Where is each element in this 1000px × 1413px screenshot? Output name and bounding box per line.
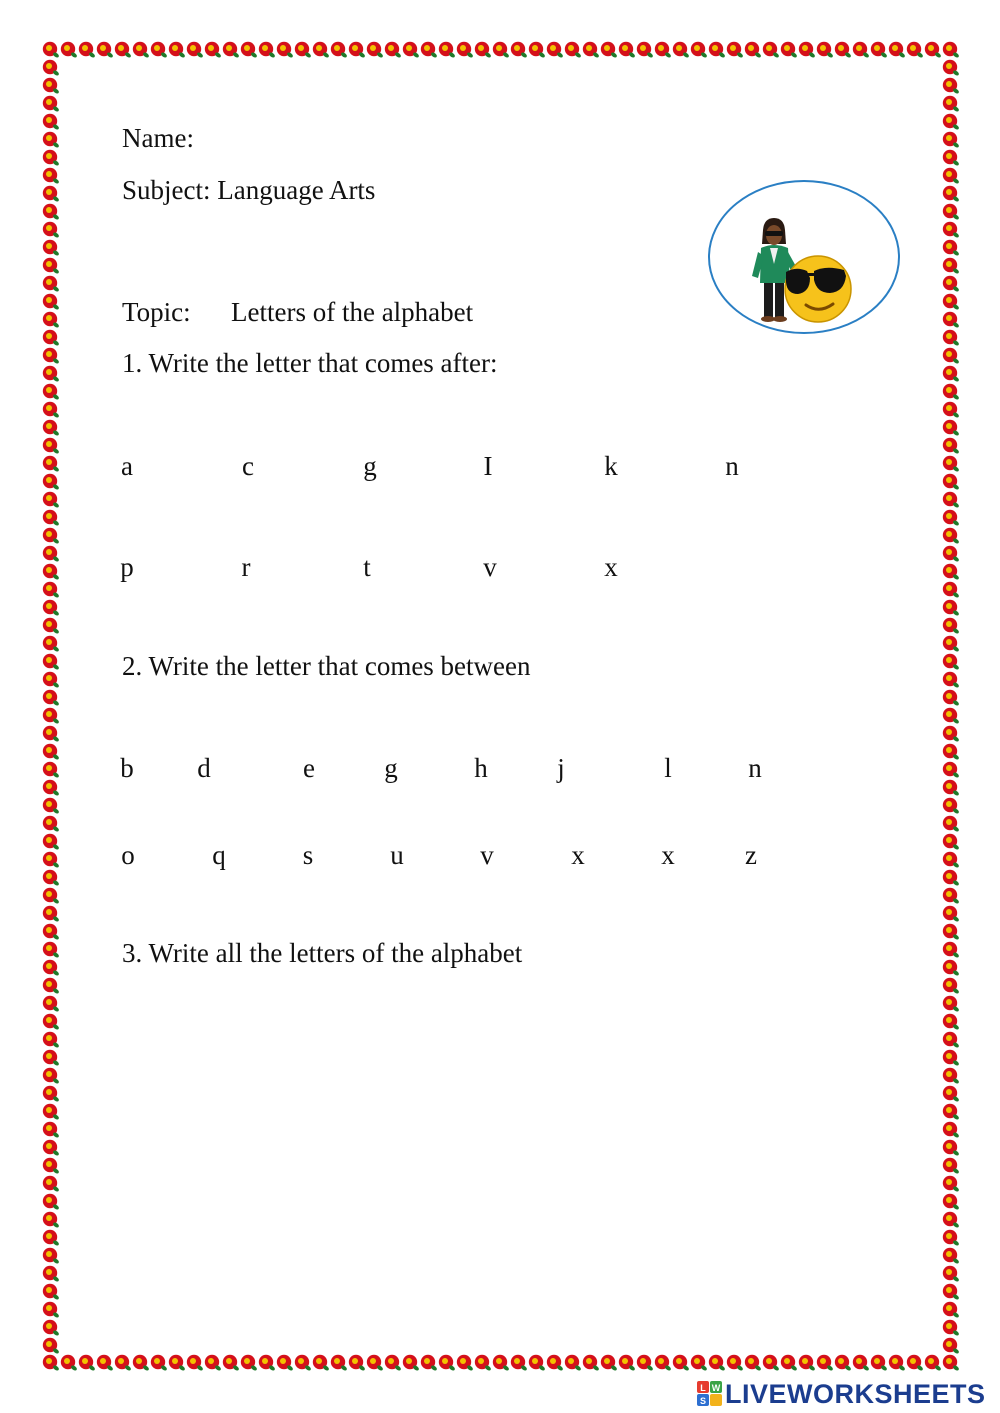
border-flower-icon [943,132,960,149]
border-flower-icon [187,42,204,59]
border-flower-icon [943,888,960,905]
border-flower-icon [547,1355,564,1372]
border-flower-icon [43,384,60,401]
border-flower-icon [43,276,60,293]
q2-row1-letter: l [664,753,672,783]
border-flower-icon [43,1086,60,1103]
border-flower-icon [943,1158,960,1175]
border-flower-icon [169,42,186,59]
border-flower-icon [43,1104,60,1121]
border-flower-icon [43,186,60,203]
border-flower-icon [943,672,960,689]
border-flower-icon [43,222,60,239]
border-flower-icon [943,1014,960,1031]
border-flower-icon [43,654,60,671]
border-flower-icon [457,1355,474,1372]
border-flower-icon [43,744,60,761]
border-flower-icon [889,42,906,59]
border-flower-icon [151,42,168,59]
name-label: Name: [122,123,194,153]
border-flower-icon [43,366,60,383]
border-flower-icon [943,1284,960,1301]
question-1-prompt: 1. Write the letter that comes after: [122,348,498,378]
border-flower-icon [367,42,384,59]
q1-row2-letter: t [363,552,371,582]
border-flower-icon [943,1050,960,1067]
border-flower-icon [367,1355,384,1372]
border-flower-icon [565,1355,582,1372]
border-flower-icon [43,1284,60,1301]
border-flower-icon [943,996,960,1013]
border-flower-icon [169,1355,186,1372]
svg-text:W: W [711,1383,721,1393]
border-flower-icon [943,258,960,275]
border-flower-icon [601,1355,618,1372]
border-flower-icon [691,42,708,59]
border-flower-icon [943,1248,960,1265]
border-flower-icon [475,1355,492,1372]
border-flower-icon [43,438,60,455]
border-flower-icon [529,42,546,59]
q1-row2-letter: v [483,552,497,582]
border-flower-icon [43,420,60,437]
border-flower-icon [43,402,60,419]
border-flower-icon [313,1355,330,1372]
border-flower-icon [79,42,96,59]
border-flower-icon [511,1355,528,1372]
border-flower-icon [925,1355,942,1372]
border-flower-icon [943,1302,960,1319]
topic-value: Letters of the alphabet [231,297,474,327]
border-flower-icon [43,798,60,815]
border-flower-icon [943,852,960,869]
q2-row1-letter: j [557,753,565,783]
border-flower-icon [727,1355,744,1372]
border-flower-icon [763,1355,780,1372]
border-flower-icon [313,42,330,59]
border-flower-icon [43,1338,60,1355]
border-flower-icon [457,42,474,59]
border-flower-icon [43,114,60,131]
border-flower-icon [43,726,60,743]
border-flower-icon [43,1266,60,1283]
border-flower-icon [943,168,960,185]
border-flower-icon [349,42,366,59]
border-flower-icon [493,42,510,59]
q2-row2-letter: v [480,840,494,870]
border-flower-icon [43,312,60,329]
border-flower-icon [673,42,690,59]
border-flower-icon [223,42,240,59]
q2-row1-letter: e [303,753,315,783]
border-flower-icon [133,1355,150,1372]
q2-row2-letter: x [661,840,675,870]
border-flower-icon [61,1355,78,1372]
border-flower-icon [943,312,960,329]
q1-row1-letter: n [725,451,739,481]
border-flower-icon [43,78,60,95]
border-flower-icon [43,1320,60,1337]
border-flower-icon [187,1355,204,1372]
border-flower-icon [673,1355,690,1372]
border-flower-icon [43,492,60,509]
border-flower-icon [565,42,582,59]
border-flower-icon [943,546,960,563]
question-3-prompt: 3. Write all the letters of the alphabet [122,938,523,968]
border-flower-icon [43,510,60,527]
border-flower-icon [943,780,960,797]
topic-label: Topic: [122,297,191,327]
border-flower-icon [817,1355,834,1372]
border-flower-icon [241,42,258,59]
q1-row2-letter: p [120,552,134,582]
border-flower-icon [799,42,816,59]
sunglasses-emoji-icon [785,256,851,322]
border-flower-icon [619,1355,636,1372]
q2-row2-letter: s [302,840,314,870]
border-flower-icon [43,204,60,221]
border-flower-icon [943,618,960,635]
border-flower-icon [79,1355,96,1372]
border-flower-icon [43,816,60,833]
border-flower-icon [43,582,60,599]
q2-row1-letter: b [120,753,134,783]
border-flower-icon [943,708,960,725]
border-flower-icon [259,1355,276,1372]
border-flower-icon [943,276,960,293]
border-flower-icon [43,618,60,635]
border-flower-icon [385,42,402,59]
svg-text:S: S [699,1396,707,1406]
border-flower-icon [943,1104,960,1121]
subject-line: Subject: Language Arts [122,175,376,205]
border-flower-icon [943,1355,960,1372]
border-flower-icon [763,42,780,59]
q1-row1-letter: I [483,451,493,481]
border-flower-icon [943,474,960,491]
border-flower-icon [943,600,960,617]
border-flower-icon [133,42,150,59]
border-flower-icon [943,726,960,743]
q1-row1-letter: k [604,451,618,481]
border-flower-icon [43,1212,60,1229]
border-flower-icon [547,42,564,59]
border-flower-icon [943,744,960,761]
border-flower-icon [43,96,60,113]
border-flower-icon [943,1266,960,1283]
q1-row2-letter: x [604,552,618,582]
border-flower-icon [421,42,438,59]
border-flower-icon [709,1355,726,1372]
q2-row2-letter: x [571,840,585,870]
border-flower-icon [43,1194,60,1211]
border-flower-icon [43,852,60,869]
border-flower-icon [943,942,960,959]
border-flower-icon [943,438,960,455]
border-flower-icon [43,1302,60,1319]
border-flower-icon [943,816,960,833]
q2-row2-letter: z [745,840,757,870]
border-flower-icon [943,492,960,509]
border-flower-icon [583,42,600,59]
border-flower-icon [943,510,960,527]
border-flower-icon [943,384,960,401]
border-flower-icon [943,78,960,95]
border-flower-icon [943,1032,960,1049]
border-flower-icon [43,834,60,851]
border-flower-icon [439,42,456,59]
border-flower-icon [943,1176,960,1193]
border-flower-icon [619,42,636,59]
border-flower-icon [295,1355,312,1372]
border-flower-icon [943,564,960,581]
border-flower-icon [943,348,960,365]
q2-row2-letter: u [390,840,404,870]
border-flower-icon [943,204,960,221]
border-flower-icon [871,1355,888,1372]
border-flower-icon [43,348,60,365]
border-flower-icon [943,978,960,995]
border-flower-icon [241,1355,258,1372]
border-flower-icon [943,420,960,437]
liveworksheets-logo[interactable] [697,1378,986,1410]
border-flower-icon [943,1140,960,1157]
border-flower-icon [43,132,60,149]
border-flower-icon [853,42,870,59]
border-flower-icon [691,1355,708,1372]
q1-row1-letter: g [363,451,377,481]
border-flower-icon [943,402,960,419]
border-flower-icon [43,888,60,905]
border-flower-icon [943,528,960,545]
border-flower-icon [295,42,312,59]
border-flower-icon [835,1355,852,1372]
border-flower-icon [943,1338,960,1355]
border-flower-icon [943,1320,960,1337]
border-flower-icon [43,996,60,1013]
border-flower-icon [277,42,294,59]
border-flower-icon [43,168,60,185]
border-flower-icon [43,672,60,689]
border-flower-icon [43,546,60,563]
border-flower-icon [943,96,960,113]
liveworksheets-brand-text: LIVEWORKSHEETS [725,1378,986,1409]
border-flower-icon [943,60,960,77]
border-flower-icon [943,1122,960,1139]
border-flower-icon [43,1140,60,1157]
q1-row2-letter: r [241,552,251,582]
border-flower-icon [43,906,60,923]
border-flower-icon [943,762,960,779]
border-flower-icon [943,960,960,977]
q2-row1-letter: d [197,753,211,783]
border-flower-icon [43,1355,60,1372]
border-flower-icon [43,474,60,491]
border-flower-icon [43,150,60,167]
liveworksheets-logo-icon [697,1381,723,1407]
border-flower-icon [43,780,60,797]
border-flower-icon [799,1355,816,1372]
border-flower-icon [745,42,762,59]
border-flower-icon [43,870,60,887]
border-flower-icon [43,258,60,275]
border-flower-icon [421,1355,438,1372]
border-flower-icon [43,1014,60,1031]
border-flower-icon [907,42,924,59]
q2-row1-letter: n [748,753,762,783]
border-flower-icon [43,1248,60,1265]
border-flower-icon [925,42,942,59]
border-flower-icon [43,924,60,941]
border-flower-icon [943,294,960,311]
border-flower-icon [43,1158,60,1175]
border-flower-icon [331,1355,348,1372]
border-flower-icon [277,1355,294,1372]
border-flower-icon [943,1086,960,1103]
border-flower-icon [43,42,60,59]
border-flower-icon [43,1032,60,1049]
border-flower-icon [475,42,492,59]
border-flower-icon [43,1050,60,1067]
border-flower-icon [835,42,852,59]
border-flower-icon [43,1068,60,1085]
border-flower-icon [403,1355,420,1372]
border-flower-icon [97,1355,114,1372]
border-flower-icon [493,1355,510,1372]
border-flower-icon [889,1355,906,1372]
border-flower-icon [259,42,276,59]
border-flower-icon [943,456,960,473]
q1-row1-letter: a [121,451,133,481]
border-flower-icon [43,600,60,617]
border-flower-icon [943,654,960,671]
border-flower-icon [943,924,960,941]
border-flower-icon [223,1355,240,1372]
border-flower-icon [943,1230,960,1247]
border-flower-icon [385,1355,402,1372]
border-flower-icon [637,1355,654,1372]
border-flower-icon [43,528,60,545]
border-flower-icon [205,1355,222,1372]
border-flower-icon [43,690,60,707]
border-flower-icon [655,42,672,59]
border-flower-icon [943,870,960,887]
border-flower-icon [43,456,60,473]
border-flower-icon [817,42,834,59]
border-flower-icon [43,564,60,581]
border-flower-icon [943,186,960,203]
border-flower-icon [853,1355,870,1372]
border-flower-icon [943,690,960,707]
border-flower-icon [43,60,60,77]
border-flower-icon [655,1355,672,1372]
border-flower-icon [943,906,960,923]
border-flower-icon [745,1355,762,1372]
border-flower-icon [43,942,60,959]
svg-text:L: L [700,1383,706,1393]
border-flower-icon [943,798,960,815]
border-flower-icon [943,1068,960,1085]
border-flower-icon [943,42,960,59]
border-flower-icon [583,1355,600,1372]
q2-row1-letter: g [384,753,398,783]
border-flower-icon [943,834,960,851]
border-flower-icon [511,42,528,59]
q2-row2-letter: q [212,840,226,870]
border-flower-icon [709,42,726,59]
border-flower-icon [331,42,348,59]
border-flower-icon [115,1355,132,1372]
border-flower-icon [151,1355,168,1372]
border-flower-icon [43,294,60,311]
border-flower-icon [943,366,960,383]
border-flower-icon [439,1355,456,1372]
border-flower-icon [43,330,60,347]
border-flower-icon [349,1355,366,1372]
q1-row1-letter: c [242,451,254,481]
border-flower-icon [61,42,78,59]
border-flower-icon [43,240,60,257]
border-flower-icon [43,762,60,779]
border-flower-icon [43,1176,60,1193]
border-flower-icon [637,42,654,59]
question-2-prompt: 2. Write the letter that comes between [122,651,531,681]
border-flower-icon [943,222,960,239]
border-flower-icon [781,1355,798,1372]
border-flower-icon [601,42,618,59]
border-flower-icon [907,1355,924,1372]
border-flower-icon [43,1122,60,1139]
border-flower-icon [943,240,960,257]
border-flower-icon [43,1230,60,1247]
border-flower-icon [943,150,960,167]
border-flower-icon [205,42,222,59]
border-flower-icon [727,42,744,59]
border-flower-icon [871,42,888,59]
border-flower-icon [529,1355,546,1372]
border-flower-icon [943,330,960,347]
border-flower-icon [115,42,132,59]
q2-row1-letter: h [474,753,488,783]
border-flower-icon [43,708,60,725]
border-flower-icon [43,960,60,977]
border-flower-icon [781,42,798,59]
q2-row2-letter: o [121,840,135,870]
border-flower-icon [943,1212,960,1229]
border-flower-icon [43,636,60,653]
border-flower-icon [43,978,60,995]
border-flower-icon [943,114,960,131]
avatar-illustration [706,178,902,336]
border-flower-icon [943,1194,960,1211]
border-flower-icon [403,42,420,59]
border-flower-icon [97,42,114,59]
border-flower-icon [943,636,960,653]
border-flower-icon [943,582,960,599]
